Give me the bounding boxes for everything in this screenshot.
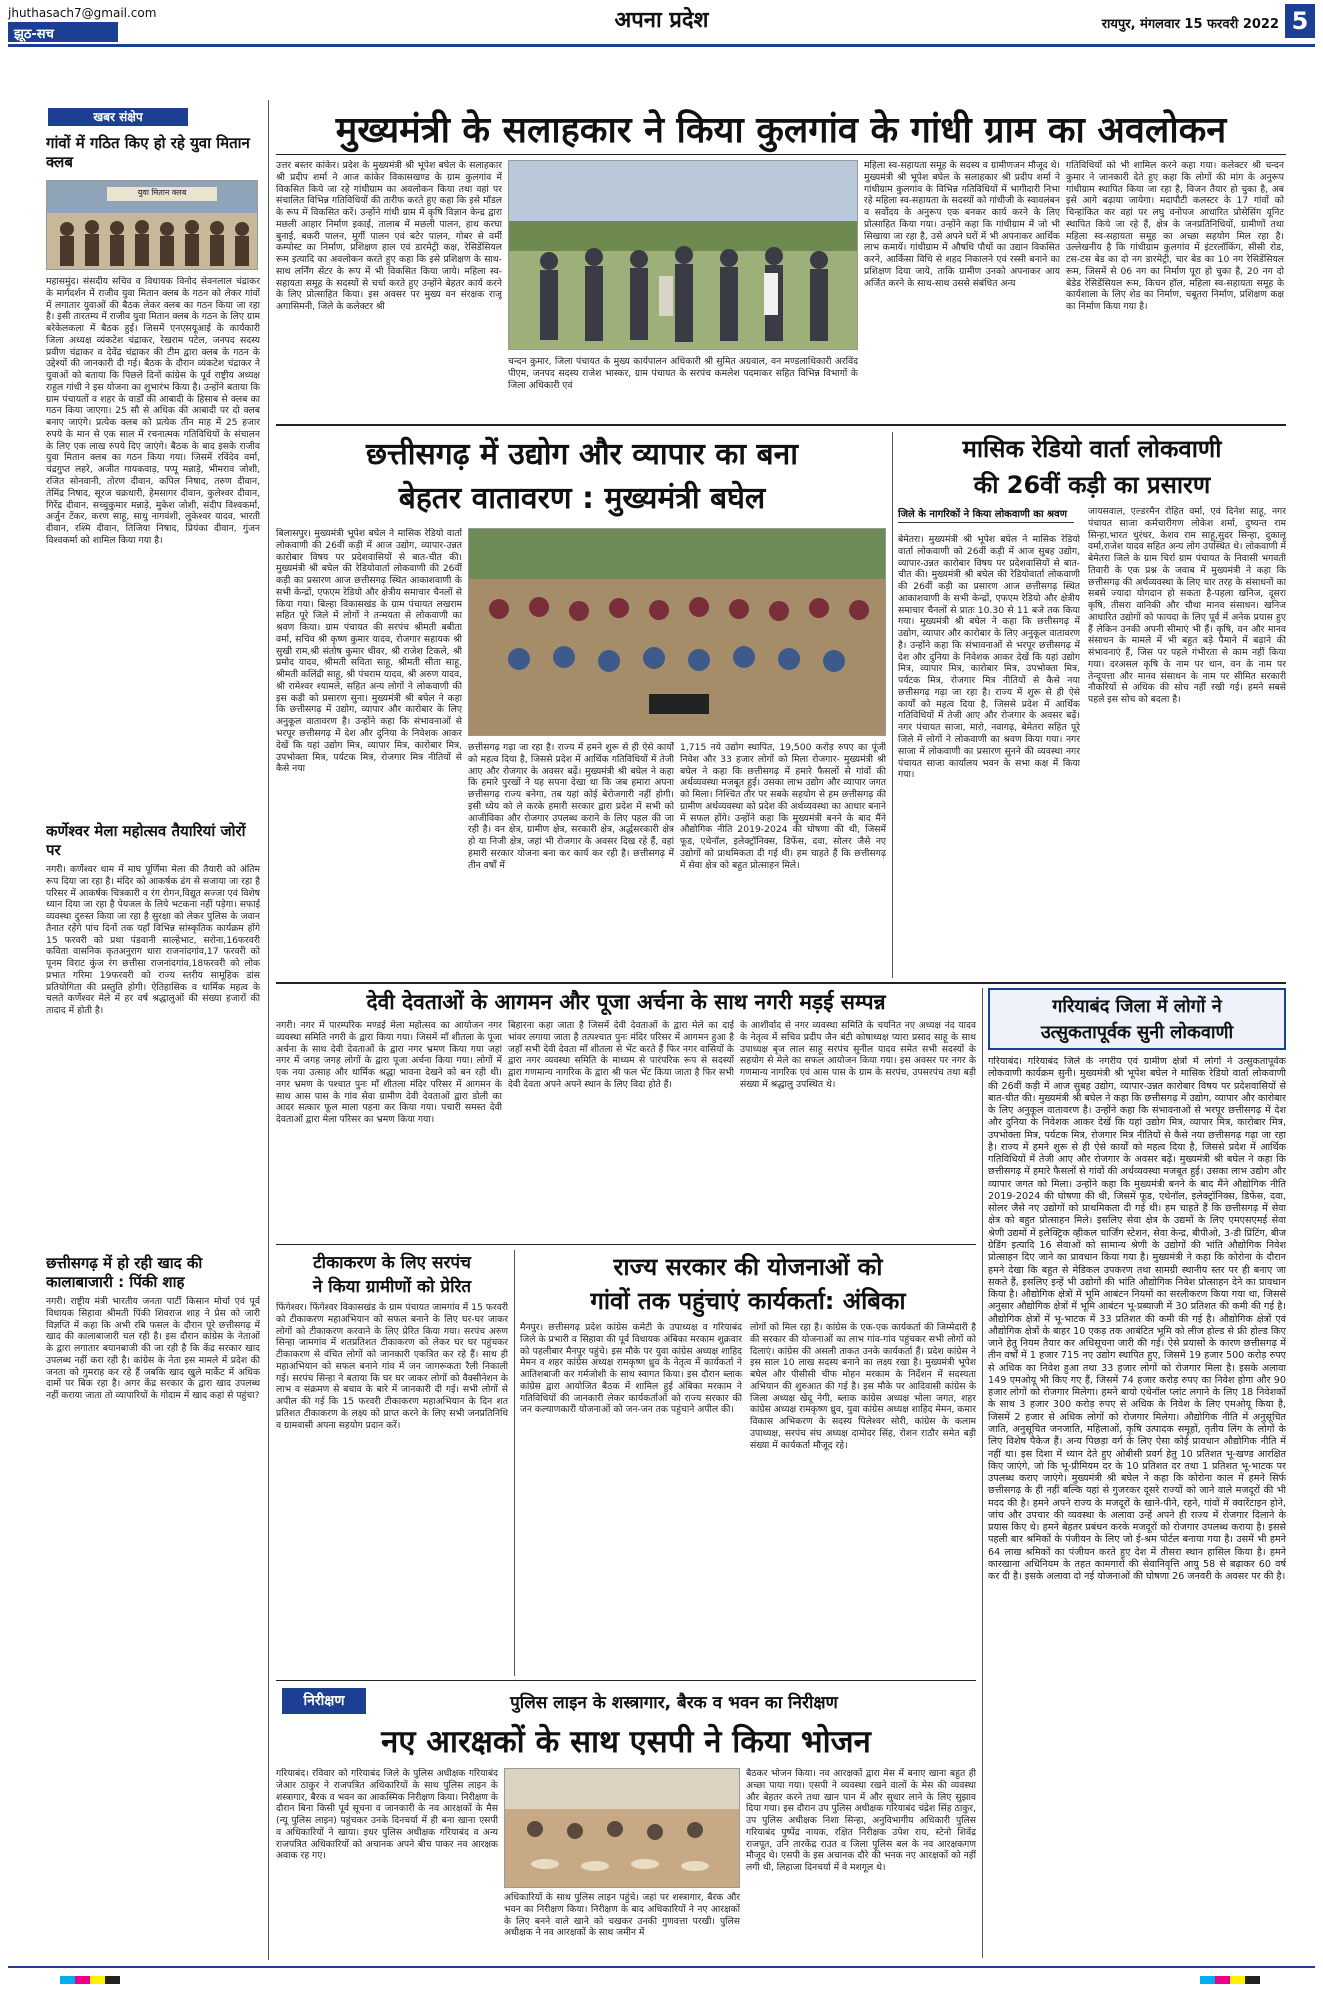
gariyaband-headline-line2: उत्सुकतापूर्वक सुनी लोकवाणी <box>1040 1022 1234 1043</box>
scheme-body-a: मैनपुर। छत्तीसगढ़ प्रदेश कांग्रेस कमेटी के उपाध्यक्ष व गरियाबंद जिले के प्रभारी व सिहावा की पूर्व विधायक अंबिका मरकाम शुक्रवार को पहलीबार मैनपुर पहुंचे। इस मौके पर युवा कांग्रेस अध्यक्ष शाहिद मेमन व शहर कांग्रेस अध्यक्ष रामकृष्ण ध्रुव के नेतृत्व में कार्यकर्ता ने आतिशबाजी कर गर्मजोशी के साथ स्वागत किया। इस दौरान ब्लाक कांग्रेस द्वारा आयोजित बैठक में शामिल हुई अंबिका मरकाम ने गतिविधियों की जानकारी लेकर कार्यकर्ताओं को राज्य सरकार की जन कल्याणकारी योजनाओं को जन-जन तक पहुंचाने अपील की। <box>520 1322 742 1416</box>
lead-body-right: गतिविधियों को भी शामिल करने कहा गया। कलेक्टर श्री चन्दन कुमार ने जानकारी देते हुए कहा कि लोगों की मांग के अनुरूप गांधीग्राम स्थापित किया जा रहा है, विजन तैयार हो चुका है, अब इसे आगे बढ़ाया जायेगा। मदापौटी कलस्टर के 17 गांवों को चिन्हांकित कर वहां पर लघु वनोपज आधारित प्रोसेसिंग यूनिट स्थापित किये जा रहे हैं, क्षेत्र के जनप्रतिनिधियों, ग्रामीणों तथा महिला स्व-सहायता समूह का अच्छा सहयोग मिल रहा है। उल्लेखनीय है कि गांधीग्राम कुलगांव में इंटरलॉकिंग, सीसी रोड, टस-टस बेड का दो नग डारमेट्री, चार बेड का 10 नग रेसिडेंसियल रूम, जिसमें से 06 नग का निर्माण पूरा हो चुका है, 20 नग दो बेडेड रेसिडेंसियल रूम, किचन हॉल, महिला स्व-सहायता समूह के कार्यशाला के लिए शेड का निर्माण, चबूतरा निर्माण, प्रशिक्षण कक्ष का निर्माण किया गया है। <box>1066 160 1284 313</box>
paper-name-badge: झूठ-सच <box>8 22 118 42</box>
gandhi-gram-visit-illustration <box>509 161 858 350</box>
industry-body-b: छत्तीसगढ़ गढ़ा जा रहा है। राज्य में हमने शुरू से ही ऐसे कार्यों को महत्व दिया है, जिससे प्रदेश में आर्थिक गतिविधियों में तेजी आए और रोजगार के अवसर बढ़ें। मुख्यमंत्री श्री बघेल ने कहा कि हमारे पुरखों ने यह सपना देखा था कि जब हमारा अपना छत्तीसगढ़ राज्य बनेगा, तब यहां कोई बेरोजगारी नहीं होगी। इसी ध्येय को ले करके हमारी सरकार द्वारा प्रदेश में सभी को आजीविका और रोजगार उपलब्ध कराने के लिए पहल की जा रही है। वन क्षेत्र, ग्रामीण क्षेत्र, सरकारी क्षेत्र, अर्द्धसरकारी क्षेत्र हो या निजी क्षेत्र, जहां भी रोजगार के अवसर दिख रहे हैं, वहां हमारी सरकार योजना बना कर कार्य कर रही है। छत्तीसगढ़ में तीन वर्षों में <box>468 742 674 871</box>
radio-headline-line1: मासिक रेडियो वार्ता लोकवाणी <box>962 435 1222 463</box>
registration-marks-left <box>60 1976 120 1984</box>
gariyaband-body: गरियाबंद। गरियाबंद जिले के नगरीय एवं ग्रामीण क्षेत्रों में लोगों ने उत्सुकतापूर्वक लोकवाणी कार्यक्रम सुनी। मुख्यमंत्री श्री भूपेश बघेल ने मासिक रेडियो वार्ता लोकवाणी की 26वीं कड़ी में आज सुबह उद्योग, व्यापार-उन्नत कारोबार विषय पर प्रदेशवासियों से बात-चीत की। मुख्यमंत्री श्री बघेल ने कहा कि छत्तीसगढ़ में उद्योग, व्यापार और कारोबार के लिए अनुकूल वातावरण है। उन्होंने कहा कि संभावनाओं से भरपूर छत्तीसगढ़ में देश और दुनिया के निवेशक आकर देखें कि यहां उद्योग मित्र, व्यापार मित्र, कारोबार मित्र, उपभोक्ता मित्र, पर्यटक मित्र, रोजगार मित्र नीतियों से कैसे नया छत्तीसगढ़ गढ़ा जा रहा है। राज्य में हमने शुरू से ही ऐसे कार्यों को महत्व दिया है, जिससे प्रदेश में आर्थिक गतिविधियों में तेजी आए और रोजगार के अवसर बढ़ें। मुख्यमंत्री श्री बघेल ने कहा कि छत्तीसगढ़ में हमारे फैसलों से गांवों की अर्थव्यवस्था मजबूत हुई। उसका लाभ उद्योग और व्यापार जगत को मिला। उन्होंने कहा कि मुख्यमंत्री बनने के बाद मैंने औद्योगिक नीति 2019-2024 की घोषणा की थी, जिसमें फूड, एथेनॉल, इलेक्ट्रॉनिक्स, डिफेंस, दवा, सोलर जैसे नए उद्योगों को प्राथमिकता दी गई थी। हम चाहते हैं कि छत्तीसगढ़ में सेवा क्षेत्र को बहुत प्रोत्साहन मिले। इसलिए सेवा क्षेत्र के उद्यमों के लिए एमएसएमई सेवा श्रेणी उद्यमों में इलेक्ट्रिक व्हीकल चार्जिंग स्टेशन, सेवा केन्द्र, बीपीओ, 3-डी प्रिंटिंग, बीज ग्रेडिंग इत्यादि 16 सेवाओं को सामान्य श्रेणी के उद्योगों की भांति औद्योगिक निवेश प्रोत्साहन दिए जाने का प्रावधान किया गया है। मुख्यमंत्री ने कहा कि कोरोना के दौरान हमने देखा कि बहुत से मेडिकल उपकरण तथा सामग्री स्थानीय स्तर पर ही बनाए जा सकते हैं, इसलिए इन्हें भी उद्योगों की भांति औद्योगिक निवेश प्रोत्साहन देने का प्रावधान किया है। औद्योगिक क्षेत्रों में भूमि आबंटन नियमों का सरलीकरण किया गया था, जिससे अनुसार औद्योगिक क्षेत्रों में भूमि आबंटन भू-प्रब्याजी में 30 प्रतिशत की कमी की गई है। औद्योगिक क्षेत्रों में भू-भाटक में 33 प्रतिशत की कमी की गई है। औद्योगिक क्षेत्रों एवं औद्योगिक क्षेत्रों के बाहर 10 एकड़ तक आबंटित भूमि को लीज होल्ड से फ्री होल्ड किए जाने हेतु नियम तैयार कर अधिसूचना जारी की गई। ऐसे प्रयासों के कारण छत्तीसगढ़ में तीन वर्षों में 1 हजार 715 नए उद्योग स्थापित हुए, जिसमें 19 हजार 500 करोड़ रुपए से अधिक का निवेश हुआ तथा 33 हजार लोगों को रोजगार मिला है। इसके अलावा 149 एमओयू भी किए गए हैं, जिसमें 74 हजार करोड़ रुपए का निवेश होगा और 90 हजार लोगों को रोजगार मिलेगा। हमने बायो एथेनॉल प्लांट लगाने के लिए 18 निवेशकों के साथ 3 हजार 300 करोड़ रुपए से अधिक के निवेश के लिए एमओयू किया है, जिसमें 2 हजार से अधिक लोगों को रोजगार मिलेगा। औद्योगिक नीति में अनुसूचित जाति, अनुसूचित जनजाति, महिलाओं, कृषि उत्पादक समूहों, तृतीय लिंग के लोगों के लिए विशेष पैकेज हैं। अन्य पिछड़ा वर्ग के लिए ऐसा कोई प्रावधान औद्योगिक नीति में नहीं था। इस दिशा में ध्यान देते हुए ओबीसी प्रवर्ग हेतु 10 प्रतिशत भू-खण्ड आरक्षित किए जाएंगे, जो कि भू-प्रीमियम दर के 10 प्रतिशत दर तथा 1 प्रतिशत भू-भाटक पर उपलब्ध कराए जाएंगे। मुख्यमंत्री श्री बघेल ने कहा कि कोरोना काल में हमने सिर्फ छत्तीसगढ़ के ही नहीं बल्कि यहां से गुजरकर दूसरे राज्यों को जाने वाले मजदूरों की भी मदद की है। हमने अपने राज्य के मजदूरों के खाने-पीने, रहने, गांवों में क्वारेंटाइन होने, जांच और उपचार की व्यवस्था के अलावा उन्हें अपने ही राज्य में रोजगार दिलाने के प्रयास किए थे। हमने बेहतर प्रबंधन करके मजदूरों को रोजगार उपलब्ध कराया है। इससे पहली बार श्रमिकों के पंजीयन के लिए जो ई-श्रम पोर्टल बनाया गया है। उसमें भी हमने 64 लाख श्रमिकों का पंजीयन करते हुए देश में तीसरा स्थान हासिल किया है। हमने कारखाना अधिनियम के तहत कामगारों की सेवानिवृत्ति आयु 58 से बढ़ाकर 60 वर्ष कर दी है। इसके अलावा दो नई योजनाओं की घोषणा 26 जनवरी के अवसर पर की है। <box>988 1056 1286 1583</box>
brief-story3-headline: छत्तीसगढ़ में हो रही खाद की कालाबाजारी : पिंकी शाह <box>46 1254 203 1291</box>
industry-body-c: 1,715 नये उद्योग स्थापित, 19,500 करोड़ रुपए का पूंजी निवेश और 33 हजार लोगों को मिला रोजगार- मुख्यमंत्री श्री बघेल ने कहा कि छत्तीसगढ़ में हमारे फैसलों से गांवों की अर्थव्यवस्था मजबूत हुई। उसका लाभ उद्योग और व्यापार जगत को मिला। निश्चित तौर पर सबके सहयोग से हम छत्तीसगढ़ की ग्रामीण अर्थव्यवस्था को प्रदेश की अर्थव्यवस्था का आधार बनाने में सफल होंगे। उन्होंने कहा कि मुख्यमंत्री बनने के बाद मैंने औद्योगिक नीति 2019-2024 की घोषणा की थी, जिसमें फूड, एथेनॉल, इलेक्ट्रॉनिक्स, डिफेंस, दवा, सोलर जैसे नए उद्योगों को प्राथमिकता दी गई थी। हम चाहते हैं कि छत्तीसगढ़ में सेवा क्षेत्र को बहुत प्रोत्साहन मिले। <box>680 742 886 871</box>
police-meal-illustration <box>505 1769 740 1888</box>
villagers-listening-illustration <box>469 529 886 736</box>
scheme-headline-line1: राज्य सरकार की योजनाओं को <box>613 1253 883 1281</box>
lead-photo-caption: चन्दन कुमार, जिला पंचायत के मुख्य कार्यपालन अधिकारी श्री सुमित अग्रवाल, वन मण्डलाधिकारी अरविंद पीएम, जनपद सदस्य राजेश भास्कर, ग्राम पंचायत के सरपंच कमलेश पदमाकर सहित विभिन्न विभागों के जिला अधिकारी एवं <box>508 356 858 391</box>
brief-story2-body: नगरी। कर्णेश्वर धाम में माघ पूर्णिमा मेला की तैयारी को अंतिम रूप दिया जा रहा है। मंदिर को आकर्षक ढंग से सजाया जा रहा है परिसर में आकर्षक चित्रकारी व रंग रोगन,विद्युत सज्जा एवं विशेष ध्यान दिया जा रहा है पेयजल के लिये भटकना नहीं पड़ेगा। सफाई व्यवस्था दुरुस्त किया जा रहा है सुरक्षा को लेकर पुलिस के जवान तैनात रहेंगे पांच दिनों तक यहाँ विभिन्न सांस्कृतिक कार्यक्रम होंगे 15 फरवरी को प्रथा पंडवानी साल्हेभाट, सरोना,16फरवरी कविता वासनिक कृतअनुराग धारा राजनांदगांव,17 फरवरी को पूनम विराट कुंज रंग छत्तीसा राजनांदगांव,18फरवरी को लोक प्रभात गरिमा 19फरवरी को राज्य स्तरीय सामूहिक डांस प्रतियोगिता की प्रस्तुति होगी। ऐतिहासिक व धार्मिक महत्व के चलते कर्णेश्वर मेले में हर वर्ष श्रद्धालुओं की संख्या हजारों की तादाद में होती है। <box>46 864 260 1017</box>
industry-headline-line1: छत्तीसगढ़ में उद्योग और व्यापार का बना <box>365 437 799 472</box>
lead-body-left: उत्तर बस्तर कांकेर। प्रदेश के मुख्यमंत्री श्री भूपेश बघेल के सलाहकार श्री प्रदीप शर्मा ने आज कांकेर विकासखण्ड के ग्राम कुलगांव में विकसित किये जा रहे गांधीग्राम का अवलोकन किया तथा वहां पर संचालित विभिन्न गतिविधियों की तारीफ करते हुए कहा कि इसे मॉडल के रूप में विकसित करें। उन्होंने गांधी ग्राम में कृषि विज्ञान केन्द्र द्वारा मछली आहार निर्माण इकाई, तालाब में मछली पालन, हाथ करघा बुनाई, बकरी पालन, मुर्गी पालन एवं बटेर पालन, गोबर से वर्मी कम्पोस्ट का निर्माण, प्रशिक्षण हाल एवं डारमेट्री कक्ष, रेसिडेंसियल रूम इत्यादि का अवलोकन करते हुए कहा कि इसे प्रशिक्षण के साथ-साथ लर्निंग सेंटर के रूप में भी विकसित किया जाये। महिला स्व-सहायता समूह के सदस्यों से चर्चा करते हुए उन्होंने बेहतर कार्य करने के लिए प्रोत्साहित किया। इस अवसर पर मुख्य वन संरक्षक राजू अगासिमनी, जिले के कलेक्टर श्री <box>276 160 502 313</box>
dateline: रायपुर, मंगलवार 15 फरवरी 2022 <box>1101 17 1279 32</box>
photo-banner-text: युवा मितान क्लब <box>137 188 187 197</box>
brief-label: खबर संक्षेप <box>48 108 188 126</box>
nagri-headline: देवी देवताओं के आगमन और पूजा अर्चना के साथ नगरी मड़ई सम्पन्न <box>366 990 886 1014</box>
vaccine-headline-line2: ने किया ग्रामीणों को प्रेरित <box>312 1277 472 1297</box>
brief-story1-body: महासमुंद। संसदीय सचिव व विधायक विनोद सेवनलाल चंद्राकर के मार्गदर्शन में राजीव युवा मितान क्लब के गठन को लेकर गांवों में लगातार युवाओं की बैठक लेकर क्लब का गठन किया जा रहा है। इसी तारतम्य में राजीव युवा मितान क्लब के गठन के लिए ग्राम बरेकेलकला में बैठक हुई। जिसमें एनएसयूआई के कार्यकारी जिला अध्यक्ष व्यंकटेश चंद्राकर, रेखराम पटेल, जनपद सदस्य प्रवीण चंद्राकर व देवेंद्र चंद्राकर की टीम द्वारा क्लब के गठन के उद्देश्यों की जानकारी दी गई। बैठक के दौरान व्यंकटेश चंद्राकर ने युवाओं को बताया कि पिछले दिनों कांग्रेस के पूर्व राष्ट्रीय अध्यक्ष राहुल गांधी ने इस योजना का शुभारंभ किया है। उन्होंने बताया कि ग्राम पंचायतों व शहर के वार्डों की आबादी के हिसाब से क्लब का गठन किया जाएगा। 25 सौ से अधिक की आबादी पर दो क्लब बनाए जाएंगे। प्रत्येक क्लब को प्रत्येक तीन माह में 25 हजार रुपये के मान से एक साल में रचनात्मक गतिविधियों के संचालन के लिए एक लाख रुपये दिए जाएंगे। बैठक के बाद इसके राजीव युवा मितान क्लब का गठन किया गया। जिसमें रविंदेव वर्मा, चंद्रगुप्त लहरे, अजीत गायकवाड़, पप्पू मन्नाड़े, भीमराव जोशी, रजित सोनवानी, तोरण दीवान, कपिल निषाद, तरुण दीवान, तेमिंद्र निषाद, सूरज चक्रधारी, हेमसागर दीवान, कुलेश्वर दीवान, गिरेंद्र दीवान, सच्चुकुमार मन्नाड़े, मुकेश जोशी, संदीप विश्वकर्मा, अर्जुन टेंकर, करण साहू, साधु नागवंशी, लुकेश्वर यादव, भारती दीवान, रश्मि दीवान, तिजिया निषाद, प्रियंका दीवान, गुंजन विश्वकर्मा को शामिल किया गया है। <box>46 276 260 546</box>
radio-body-b: जायसवाल, एल्डरमैन रोहित वर्मा, एवं दिनेश साहू, नगर पंचायत साजा कर्मचारीगण लोकेश शर्मा, दुष्यन्त राम सिन्हा,भारत धुरंधर, केशव राम साहू,सुदर सिन्हा, दुकालू वर्मा,राजेश यादव सहित अन्य लोग उपस्थित थे। लोकवाणी में बेमेतरा जिले के ग्राम चिर्रा ग्राम पंचायत के निवासी भगवती तिवारी के एक प्रश्न के जवाब में मुख्यमंत्री ने कहा कि छत्तीसगढ़ की अर्थव्यवस्था के लिए चार तरह के संसाधनों का सबसे ज्यादा योगदान हो सकता है-पहला खनिज, दूसरा कृषि, तीसरा वानिकी और चौथा मानव संसाधन। खनिज आधारित उद्योगों को फायदा के लिए पूर्व में अनेक प्रयास हुए हैं लेकिन उनकी अपनी सीमाएं भी हैं। कृषि, वन और मानव संसाधन के मामले में भी बहुत बड़े पैमाने में बढ़ाने की संभावनाएं हैं, जिस पर पहले गंभीरता से काम नहीं किया गया। दरअसल कृषि के नाम पर धान, वन के नाम पर तेन्दूपत्ता और मानव संसाधन के नाम पर सीमित सरकारी नौकरियों से अधिक की सोच नहीं रखी गई। हमने सबसे पहले इस सोच को बदला है। <box>1088 506 1286 706</box>
brief-story3-body: नगरी। राष्ट्रीय मंत्री भारतीय जनता पार्टी किसान मोर्चा एवं पूर्व विधायक सिहावा श्रीमती पिंकी शिवराज शाह ने प्रेस को जारी विज्ञप्ति में कहा कि अभी रबि फसल के दौरान पूरे छत्तीसगढ़ में खाद की कालाबाजारी चल रही है। इस दौरान कांग्रेस के नेताओं के द्वारा लगातार बयानबाजी की जा रही है कि केंद्र सरकार खाद उपलब्ध नहीं करा रही है। कांग्रेस के नेता इस मामले में प्रदेश की जनता को गुमराह कर रहे हैं जबकि खाद खुले मार्केट में अधिक दामों पर बिक रहा है। अगर केंद्र सरकार के द्वारा खाद उपलब्ध नहीं कराया जाता तो व्यापारियों के गोदाम में खाद कहां से पहुंचा? <box>46 1296 260 1402</box>
police-photo-caption: अधिकारियों के साथ पुलिस लाइन पहुंचे। जहां पर शस्त्रागार, बैरक और भवन का निरीक्षण किया। निरीक्षण के बाद अधिकारियों ने नए आरक्षकों के लिए बनने वाले खाने को चखकर उनकी गुणवत्ता परखी। पुलिस अधीक्षक ने नव आरक्षकों के साथ जमीन में <box>504 1892 740 1939</box>
police-body-b: बैठकर भोजन किया। नव आरक्षकों द्वारा मेस में बनाए खाना बहुत ही अच्छा पाया गया। एसपी ने व्यवस्था रखने वालों के मेस की व्यवस्था और बेहतर करने तथा खान पान में और सुधार लाने के लिए सुझाव दिया गया। इस दौरान उप पुलिस अधीक्षक गरियाबंद चंद्रेश सिंह ठाकुर, उप पुलिस अधीक्षक निशा सिन्हा, अनुविभागीय अधिकारी पुलिस गरियाबंद पुष्पेंद्र नायक, रक्षित निरीक्षक उपेश राय, स्टेनो शिवेंद्र राजपूत, उनि तारकेंद्र राउत व जिला पुलिस बल के नव आरक्षकगण मौजूद थे। एसपी के इस अचानक दौरे की भनक नए आरक्षकों को नहीं लगी थी, लिहाजा दिनचर्या में वे मशगूल थे। <box>746 1768 976 1874</box>
radio-kicker: जिले के नागरिकों ने किया लोकवाणी का श्रवण <box>898 506 1074 523</box>
industry-photo <box>468 528 886 736</box>
lead-headline: मुख्यमंत्री के सलाहकार ने किया कुलगांव के गांधी ग्राम का अवलोकन <box>335 110 1227 151</box>
radio-headline-line2: की 26वीं कड़ी का प्रसारण <box>973 471 1211 499</box>
police-photo <box>504 1768 740 1888</box>
police-label-badge: निरीक्षण <box>282 1688 366 1714</box>
scheme-body-b: लोगों को मिल रहा है। कांग्रेस के एक-एक कार्यकर्ता की जिम्मेदारी है की सरकार की योजनाओं का लाभ गांव-गांव पहुंचकर सभी लोगों को दिलाएं। कांग्रेस की असली ताकत उनके कार्यकर्ता हैं। प्रदेश कांग्रेस ने इस साल 10 लाख सदस्य बनाने का लक्ष्य रखा है। मुख्यमंत्री भूपेश बघेल और पीसीसी चीफ मोहन मरकाम के निर्देशन में सदस्यता अभियान की शुरुआत की गई है। इस मौके पर आदिवासी कांग्रेस के जिला अध्यक्ष खेदू नेगी, ब्लाक कांग्रेस अध्यक्ष भोला जगत, शहर कांग्रेस अध्यक्ष रामकृष्ण ध्रुव, युवा कांग्रेस अध्यक्ष शाहिद मेमन, कमार विकास अभिकरण के सदस्य पिलेश्वर सोरी, कांग्रेस के कलाम उपाध्यक्ष, सरपंच संघ अध्यक्ष दामोदर सिंह, रोशन राठौर समेत बड़ी संख्या में कार्यकर्ता मौजूद रहे। <box>750 1322 976 1451</box>
page-number: 5 <box>1285 4 1315 38</box>
nagri-body-c: के आशीर्वाद से नगर व्यवस्था समिति के चयनित नए अध्यक्ष नंद यादव के नेतृत्व में सचिव प्रदीप जैन बंटी कोषाध्यक्ष प्यारा प्रसाद साहू के साथ उपाध्यक्ष बृज लाल साहू सरपंच सुनील यादव समेत सभी सदस्यों के सहयोग से मेले का सफल आयोजन किया गया। इस अवसर पर नगर के गणमान्य नागरिक एवं आस पास के ग्राम के सरपंच, उपसरपंच तथा बड़ी संख्या में श्रद्धालु उपस्थित थे। <box>740 1020 976 1090</box>
page-section-title: अपना प्रदेश <box>614 8 709 33</box>
vaccine-headline-line1: टीकाकरण के लिए सरपंच <box>313 1253 471 1273</box>
police-body-a: गरियाबंद। रविवार को गरियाबंद जिले के पुलिस अधीक्षक गरियाबंद जेआर ठाकुर ने राजपत्रित अधिकारियों के साथ पुलिस लाइन के शस्त्रागार, बैरक व भवन का आकस्मिक निरीक्षण किया। निरीक्षण के दौरान बिना किसी पूर्व सूचना व जानकारी के नव आरक्षकों के मैस (न्यू पुलिस लाइन) पहुंचकर उनके दिनचर्या में ही बना खाना एसपी व अधिकारियों ने खाया। इधर पुलिस अधीक्षक गरियाबंद व अन्य राजपत्रित अधिकारियों को अचानक अपने बीच पाकर नव आरक्षक अवाक रह गए। <box>276 1768 498 1862</box>
brief-story1-headline: गांवों में गठित किए हो रहे युवा मितान क्लब <box>46 134 250 171</box>
scheme-headline-line2: गांवों तक पहुंचाएं कार्यकर्ता: अंबिका <box>590 1287 906 1315</box>
police-kicker: पुलिस लाइन के शस्त्रागार, बैरक व भवन का निरीक्षण <box>510 1693 838 1713</box>
masthead-email: jhuthasach7@gmail.com <box>8 6 157 20</box>
industry-headline-line2: बेहतर वातावरण : मुख्यमंत्री बघेल <box>398 481 766 516</box>
industry-body-a: बिलासपुर। मुख्यमंत्री भूपेश बघेल ने मासिक रेडियो वार्ता लोकवाणी की 26वीं कड़ी में आज उद्योग, व्यापार-उन्नत कारोबार विषय पर प्रदेशवासियों से बात-चीत की। मुख्यमंत्री श्री बघेल की रेडियोवार्ता लोकवाणी की 26वीं कड़ी का प्रसारण आज छत्तीसगढ़ स्थित आकाशवाणी के सभी केन्द्रों, एफएम रेडियो और क्षेत्रीय समाचार चैनलों से किया गया। बिल्हा विकासखंड के ग्राम पंचायत लखराम सहित पूरे जिले में लोगों ने तन्मयता से लोकवाणी का श्रवण किया। ग्राम पंचायत की सरपंच श्रीमती बबीता वर्मा, सचिव श्री कृष्ण कुमार यादव, रोजगार सहायक श्री सुखी राम,श्री संतोष कुमार धीवर, श्री राजेश टिकले, श्री प्रमोद यादव, श्रीमती सविता साहू, श्रीमती सीता साहू, श्रीमती कलिंद्री साहू, श्री पंचराम यादव, श्री अरुण यादव, श्री रामेश्वर श्यामले, सहित अन्य लोगों ने लोकवाणी की इस कड़ी को प्रसारण सुना। मुख्यमंत्री श्री बघेल ने कहा कि छत्तीसगढ़ में उद्योग, व्यापार और कारोबार के लिए अनुकूल वातावरण है। उन्होंने कहा कि संभावनाओं से भरपूर छत्तीसगढ़ में देश और दुनिया के निवेशक आकर देखें कि यहां उद्योग मित्र, व्यापार मित्र, कारोबार मित्र, उपभोक्ता मित्र, पर्यटक मित्र, रोजगार मित्र नीतियों से कैसे नया <box>276 528 462 775</box>
police-headline: नए आरक्षकों के साथ एसपी ने किया भोजन <box>381 1724 871 1760</box>
nagri-body-b: बिहारना कहा जाता है जिसमें देवी देवताओं के द्वारा मेले का दाई भांवर लगाया जाता है तत्पश्चात पुनः मंदिर परिसर में आगमन हुआ है जहाँ सभी देवी देवता माँ शीतला से भेंट करते हैं फिर नगर वासियों के द्वारा नगर व्यवस्था समिति के माध्यम से पारंपरिक रूप से सदस्यों द्वारा गणमान्य नागरिक के द्वारा श्री फल भेंट किया जाता है फिर सभी देवी देवता अपने अपने स्थान के लिए विदा होते हैं। <box>508 1020 734 1090</box>
brief-story1-photo <box>46 180 258 270</box>
lead-body-mid: महिला स्व-सहायता समूह के सदस्य व ग्रामीणजन मौजूद थे। मुख्यमंत्री श्री भूपेश बघेल के सलाहकार श्री प्रदीप शर्मा ने गांधीग्राम कुलगांव के विभिन्न गतिविधियों में भागीदारी निभा रहे महिला स्व-सहायता के सदस्यों को गांधीजी के स्वावलंबन व सर्वोदय के अनुरूप एक बनकर कार्य करने के लिए प्रोत्साहित किया गया। उन्होंने कहा कि गांधीग्राम में जो भी सिखाया जा रहा है, उसे अपने घरों में भी अपनाकर आर्थिक लाभ कमायें। गांधीग्राम में औषधि पौधों का उद्यान विकसित करने, आर्किसा विधि से शहद निकालने एवं रस्सी बनाने का प्रशिक्षण दिया जाये, ताकि ग्रामीण उनको अपनाकर आय अर्जित करने के साथ-साथ उससे संबंधित अन्य <box>864 160 1060 289</box>
lead-photo <box>508 160 858 350</box>
nagri-body-a: नगरी। नगर में पारम्परिक मण्डई मेला महोत्सव का आयोजन नगर व्यवस्था समिति नगरी के द्वारा किया गया। जिसमें माँ शीतला के पूजा अर्चना के साथ देवी देवताओं के द्वारा नगर भ्रमण किया गया जहां नगर में जगह जगह लोगों के द्वारा पूजा अर्चना किया गया। लोगों में एक नया उत्साह और धार्मिक श्रद्धा भावना देखने को बन रही थी। नगर भ्रमण के पश्चात पुनः माँ शीतला मंदिर परिसर में आगमन के साथ आस पास के गांव सेवा ग्रामीण देवी देवताओं द्वारा डोली का आदर सत्कार फूल माला पहना कर किया गया। पचारी समस्त देवी देवताओं द्वारा मेला परिसर का भ्रमण किया गया। <box>276 1020 502 1126</box>
radio-body-a: बेमेतरा। मुख्यमंत्री श्री भूपेश बघेल ने मासिक रेडियो वार्ता लोकवाणी को 26वीं कड़ी में आज सुबह उद्योग, व्यापार-उन्नत कारोबार विषय पर प्रदेशवासियों से बात-चीत की। मुख्यमंत्री श्री बघेल की रेडियोवार्ता लोकवाणी की 26वीं कड़ी का प्रसारण आज छत्तीसगढ़ स्थित आकाशवाणी के सभी केन्द्रों, एफएम रेडियो और क्षेत्रीय समाचार चैनलों से प्रातः 10.30 से 11 बजे तक किया गया। मुख्यमंत्री श्री बघेल ने कहा कि छत्तीसगढ़ में उद्योग, व्यापार और कारोबार के लिए अनुकूल वातावरण है। उन्होंने कहा कि संभावनाओं से भरपूर छत्तीसगढ़ में देश और दुनिया के निवेशक आकर देखें कि यहां उद्योग मित्र, व्यापार मित्र, कारोबार मित्र, उपभोक्ता मित्र, पर्यटक मित्र, रोजगार मित्र नीतियों से कैसे नया छत्तीसगढ़ गढ़ा जा रहा है। राज्य में शुरू से ही ऐसे कार्यों को महत्व दिया है, जिससे प्रदेश में आर्थिक गतिविधियों में तेजी आए और रोजगार के अवसर बढ़ें। नगर पंचायत साजा, मारो, नवागढ़, बेमेतरा सहित पूरे जिले में लोगों ने लोकवाणी का श्रवण किया गया। नगर साजा में लोकवाणी का प्रसारण सुनने की व्यवस्था नगर पंचायत साजा कार्यालय भवन के सभा कक्ष में किया गया। <box>898 534 1080 781</box>
registration-marks-right <box>1200 1976 1260 1984</box>
brief-story2-headline: कर्णेश्वर मेला महोत्सव तैयारियां जोरों पर <box>46 822 246 859</box>
gariyaband-headline-line1: गरियाबंद जिला में लोगों ने <box>1052 996 1222 1017</box>
vaccine-body: फिंगेश्वर। फिंगेश्वर विकासखंड के ग्राम पंचायत जामगांव में 15 फरवरी को टीकाकरण महाअभियान को सफल बनाने के लिए घर-घर जाकर लोगों को टीकाकरण करवाने के लिए प्रेरित किया गया। सरपंच अरुण सिन्हा जामगांव में शतप्रतिशत टीकाकरण को लेकर घर घर पहुंचकर टीकाकरण से वंचित लोगों को जानकारी एकत्रित कर रहे हैं। साथ ही महाअभियान को सफल बनाने गांव में जन जागरूकता रैली निकाली गई। सरपंच सिन्हा ने बताया कि घर घर जाकर लोगों को वैक्सीनेशन के लाभ व संक्रमण से बचाव के बारे में जानकारी दी गई। सभी लोगों से अपील की गई कि 15 फरवरी टीकाकरण महाअभियान के दिन शत प्रतिशत टीकाकरण के लक्ष्य को प्राप्त करने के लिए सभी जनप्रतिनिधि व ग्रामवासी अपना सहयोग प्रदान करें। <box>276 1302 508 1431</box>
